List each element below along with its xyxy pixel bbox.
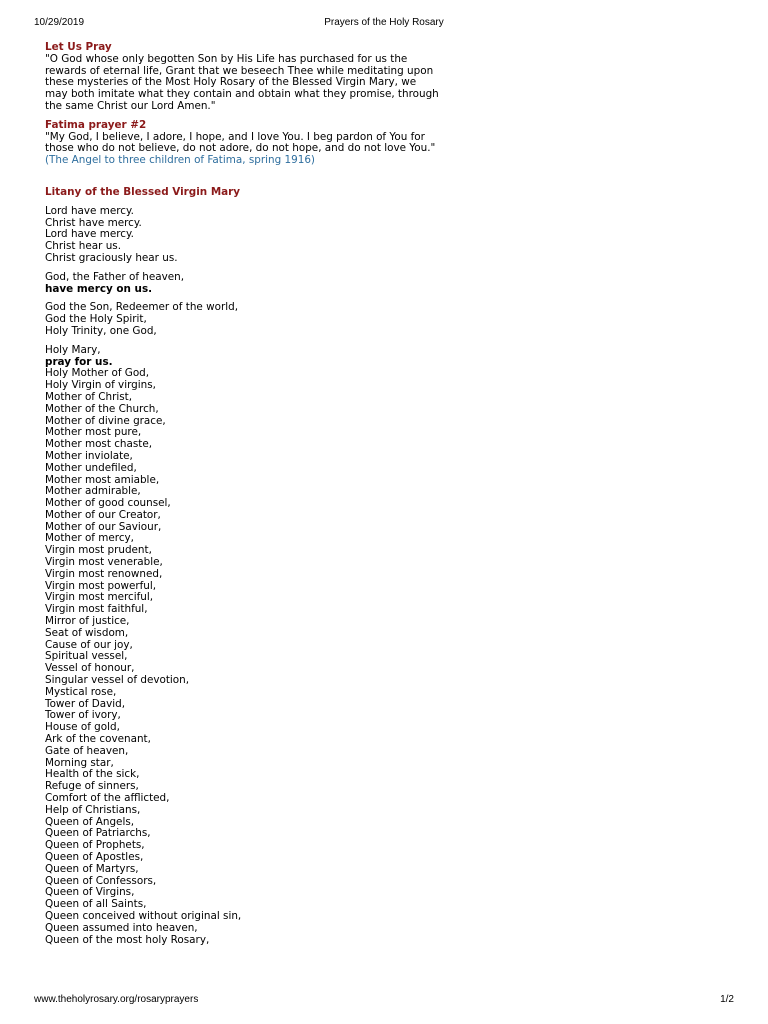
litany-line: Tower of David, xyxy=(45,697,126,710)
print-header xyxy=(0,17,768,31)
litany-line: Virgin most renowned, xyxy=(45,567,163,580)
litany-heading: Litany of the Blessed Virgin Mary xyxy=(45,185,241,198)
litany-line: Holy Virgin of virgins, xyxy=(45,379,156,392)
print-footer xyxy=(0,994,768,1008)
litany-line: Mystical rose, xyxy=(45,685,117,698)
litany-father: God, the Father of heaven, xyxy=(45,270,185,283)
litany-line: Queen of all Saints, xyxy=(45,898,147,911)
litany-line: Mirror of justice, xyxy=(45,615,130,628)
litany-invocations xyxy=(45,368,735,946)
litany-line: Virgin most faithful, xyxy=(45,603,148,616)
fatima-heading: Fatima prayer #2 xyxy=(45,118,147,131)
litany-line: Virgin most prudent, xyxy=(45,544,152,557)
prayer-line: "My God, I believe, I adore, I hope, and I love You. I beg pardon of You for xyxy=(45,130,425,143)
prayer-line: rewards of eternal life, Grant that we beseech Thee while meditating upon xyxy=(45,64,434,77)
litany-line: Singular vessel of devotion, xyxy=(45,674,190,687)
litany-line: Mother of good counsel, xyxy=(45,497,171,510)
litany-line: Refuge of sinners, xyxy=(45,780,139,793)
litany-line: Mother of divine grace, xyxy=(45,414,166,427)
litany-line: Christ hear us. xyxy=(45,240,122,253)
litany-line: Mother of our Creator, xyxy=(45,508,161,521)
litany-line: Lord have mercy. xyxy=(45,228,134,241)
litany-line: God the Holy Spirit, xyxy=(45,313,147,326)
litany-line: God the Son, Redeemer of the world, xyxy=(45,301,239,314)
prayer-line: these mysteries of the Most Holy Rosary of the Blessed Virgin Mary, we xyxy=(45,76,417,89)
prayer-line: those who do not believe, do not adore, do not hope, and do not love You." xyxy=(45,142,436,155)
litany-line: Mother admirable, xyxy=(45,485,141,498)
litany-line: Queen of the most holy Rosary, xyxy=(45,933,210,946)
litany-line: Tower of ivory, xyxy=(45,709,121,722)
litany-line: Cause of our joy, xyxy=(45,638,133,651)
litany-line: Gate of heaven, xyxy=(45,744,129,757)
litany-trinity xyxy=(45,302,735,337)
print-date: 10/29/2019 xyxy=(34,17,85,28)
litany-line: Queen of Confessors, xyxy=(45,874,157,887)
holy-mary: Holy Mary, xyxy=(45,343,101,356)
litany-line: Mother most pure, xyxy=(45,426,142,439)
page-number: 1/2 xyxy=(720,994,734,1005)
litany-line: Holy Trinity, one God, xyxy=(45,324,157,337)
litany-line: Spiritual vessel, xyxy=(45,650,128,663)
mercy-response: have mercy on us. xyxy=(45,282,153,295)
litany-line: House of gold, xyxy=(45,721,120,734)
litany-line: Seat of wisdom, xyxy=(45,626,129,639)
litany-section xyxy=(45,187,735,946)
litany-line: Morning star, xyxy=(45,756,114,769)
litany-line: Health of the sick, xyxy=(45,768,140,781)
litany-line: Mother of the Church, xyxy=(45,402,159,415)
litany-line: Queen assumed into heaven, xyxy=(45,921,198,934)
print-title: Prayers of the Holy Rosary xyxy=(324,17,444,28)
litany-line: Mother most chaste, xyxy=(45,438,153,451)
litany-line: Virgin most merciful, xyxy=(45,591,154,604)
litany-line: Mother most amiable, xyxy=(45,473,160,486)
prayer-line: may both imitate what they contain and obtain what they promise, through xyxy=(45,88,439,101)
litany-line: Mother of Christ, xyxy=(45,390,133,403)
fatima-section xyxy=(45,120,735,167)
let-us-pray-heading: Let Us Pray xyxy=(45,41,112,53)
let-us-pray-section xyxy=(45,42,735,113)
litany-line: Queen conceived without original sin, xyxy=(45,909,242,922)
prayer-line: "O God whose only begotten Son by His Life has purchased for us the xyxy=(45,52,408,65)
litany-line: Queen of Apostles, xyxy=(45,851,144,863)
litany-opening xyxy=(45,206,735,265)
litany-line: Christ graciously hear us. xyxy=(45,251,178,264)
litany-line: Virgin most powerful, xyxy=(45,579,157,592)
litany-line: Virgin most venerable, xyxy=(45,556,163,569)
litany-line: Christ have mercy. xyxy=(45,216,142,229)
litany-line: Queen of Angels, xyxy=(45,815,135,828)
litany-line: Comfort of the afflicted, xyxy=(45,792,170,805)
litany-line: Lord have mercy. xyxy=(45,204,134,217)
litany-line: Queen of Patriarchs, xyxy=(45,827,151,840)
page-content xyxy=(45,42,735,946)
litany-line: Vessel of honour, xyxy=(45,662,135,675)
prayer-line: the same Christ our Lord Amen." xyxy=(45,99,216,112)
page-url: www.theholyrosary.org/rosaryprayers xyxy=(34,994,199,1005)
fatima-citation: (The Angel to three children of Fatima, spring 1916) xyxy=(45,154,315,167)
litany-line: Mother undefiled, xyxy=(45,461,137,474)
litany-line: Ark of the covenant, xyxy=(45,733,151,746)
litany-line: Queen of Martyrs, xyxy=(45,862,139,875)
pray-response: pray for us. xyxy=(45,355,113,368)
litany-line: Mother of our Saviour, xyxy=(45,520,162,533)
litany-line: Mother of mercy, xyxy=(45,532,134,545)
litany-line: Holy Mother of God, xyxy=(45,367,150,380)
litany-line: Queen of Virgins, xyxy=(45,886,135,899)
litany-line: Help of Christians, xyxy=(45,803,141,816)
litany-line: Queen of Prophets, xyxy=(45,839,145,852)
litany-line: Mother inviolate, xyxy=(45,449,133,462)
